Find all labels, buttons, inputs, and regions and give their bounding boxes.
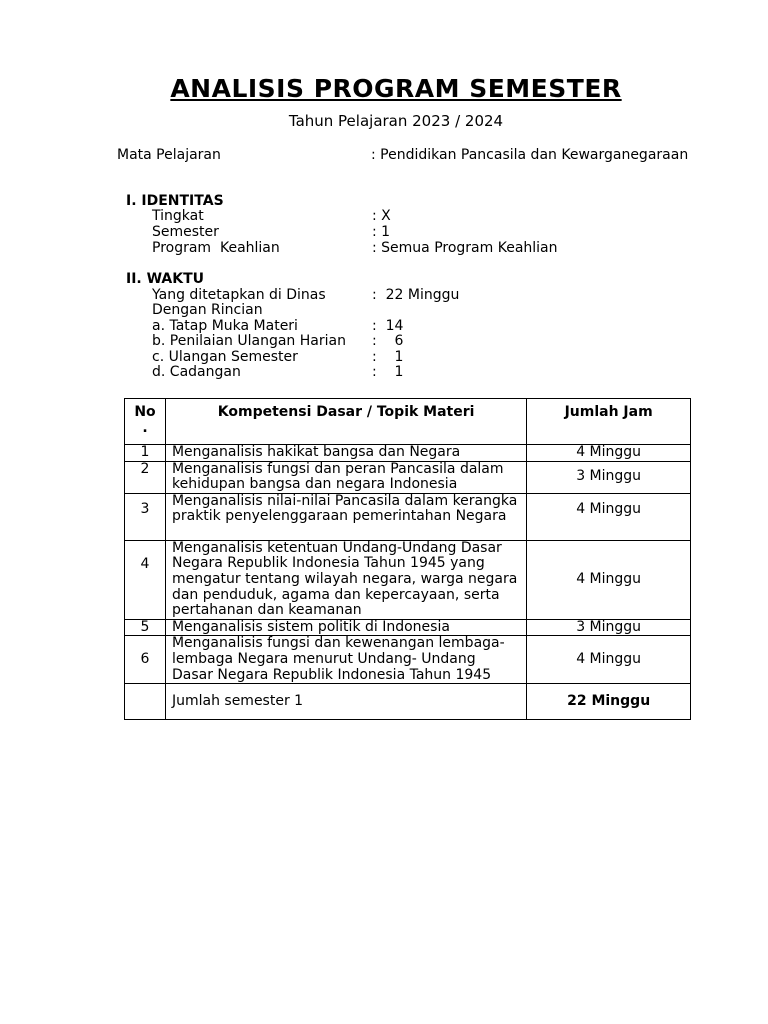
row-hours: 4 Minggu [527, 493, 691, 540]
table-row [125, 540, 691, 619]
row-number: 2 [125, 461, 166, 493]
document-title: ANALISIS PROGRAM SEMESTER [170, 74, 622, 103]
subject-value: : Pendidikan Pancasila dan Kewarganegaraan [371, 147, 689, 163]
identitas-value: : X [372, 208, 391, 224]
row-topic: Menganalisis hakikat bangsa dan Negara [165, 445, 526, 462]
header-hours: Jumlah Jam [527, 399, 691, 445]
waktu-label: Yang ditetapkan di Dinas [152, 287, 326, 303]
identitas-value: : Semua Program Keahlian [372, 240, 558, 256]
waktu-label: c. Ulangan Semester [152, 349, 298, 365]
table-header-row [125, 399, 691, 445]
table-row [125, 619, 691, 636]
academic-year: Tahun Pelajaran 2023 / 2024 [288, 112, 504, 130]
row-topic: Menganalisis nilai-nilai Pancasila dalam kerangka praktik penyelenggaraan pemerintahan Negara [165, 493, 526, 540]
table-row [125, 445, 691, 462]
total-number-cell [125, 684, 166, 720]
row-hours: 4 Minggu [527, 445, 691, 462]
row-hours: 3 Minggu [527, 461, 691, 493]
total-value: 22 Minggu [527, 684, 691, 720]
waktu-heading: II. WAKTU [126, 271, 205, 287]
row-hours: 3 Minggu [527, 619, 691, 636]
row-hours: 4 Minggu [527, 636, 691, 684]
identitas-label: Program Keahlian [152, 240, 280, 256]
row-number: 6 [125, 636, 166, 684]
table-total-row [125, 684, 691, 720]
identitas-value: : 1 [372, 224, 391, 240]
table-row [125, 493, 691, 540]
row-topic: Menganalisis fungsi dan peran Pancasila dalam kehidupan bangsa dan negara Indonesia [165, 461, 526, 493]
row-number: 4 [125, 540, 166, 619]
waktu-label: d. Cadangan [152, 364, 241, 380]
row-number: 5 [125, 619, 166, 636]
waktu-value: : 22 Minggu [372, 287, 460, 303]
competency-table [124, 398, 691, 720]
header-topic: Kompetensi Dasar / Topik Materi [165, 399, 526, 445]
waktu-value: : 1 [372, 349, 404, 365]
waktu-value: : 6 [372, 333, 404, 349]
identitas-heading: I. IDENTITAS [126, 193, 224, 209]
header-no: No . [125, 399, 166, 445]
row-number: 1 [125, 445, 166, 462]
waktu-value: : 1 [372, 364, 404, 380]
subject-label: Mata Pelajaran [117, 147, 221, 163]
waktu-label: a. Tatap Muka Materi [152, 318, 298, 334]
row-hours: 4 Minggu [527, 540, 691, 619]
waktu-value: : 14 [372, 318, 404, 334]
row-topic: Menganalisis ketentuan Undang-Undang Dasar Negara Republik Indonesia Tahun 1945 yang mengatur tentang wilayah negara, warga negara dan penduduk, agama dan kepercayaan, serta pertahanan dan keamanan [165, 540, 526, 619]
waktu-label: Dengan Rincian [152, 302, 263, 318]
table-row [125, 461, 691, 493]
identitas-label: Tingkat [152, 208, 204, 224]
row-topic: Menganalisis fungsi dan kewenangan lembaga-lembaga Negara menurut Undang- Undang Dasar Negara Republik Indonesia Tahun 1945 [165, 636, 526, 684]
row-number: 3 [125, 493, 166, 540]
row-topic: Menganalisis sistem politik di Indonesia [165, 619, 526, 636]
total-label: Jumlah semester 1 [165, 684, 526, 720]
table-row [125, 636, 691, 684]
waktu-label: b. Penilaian Ulangan Harian [152, 333, 346, 349]
identitas-label: Semester [152, 224, 219, 240]
